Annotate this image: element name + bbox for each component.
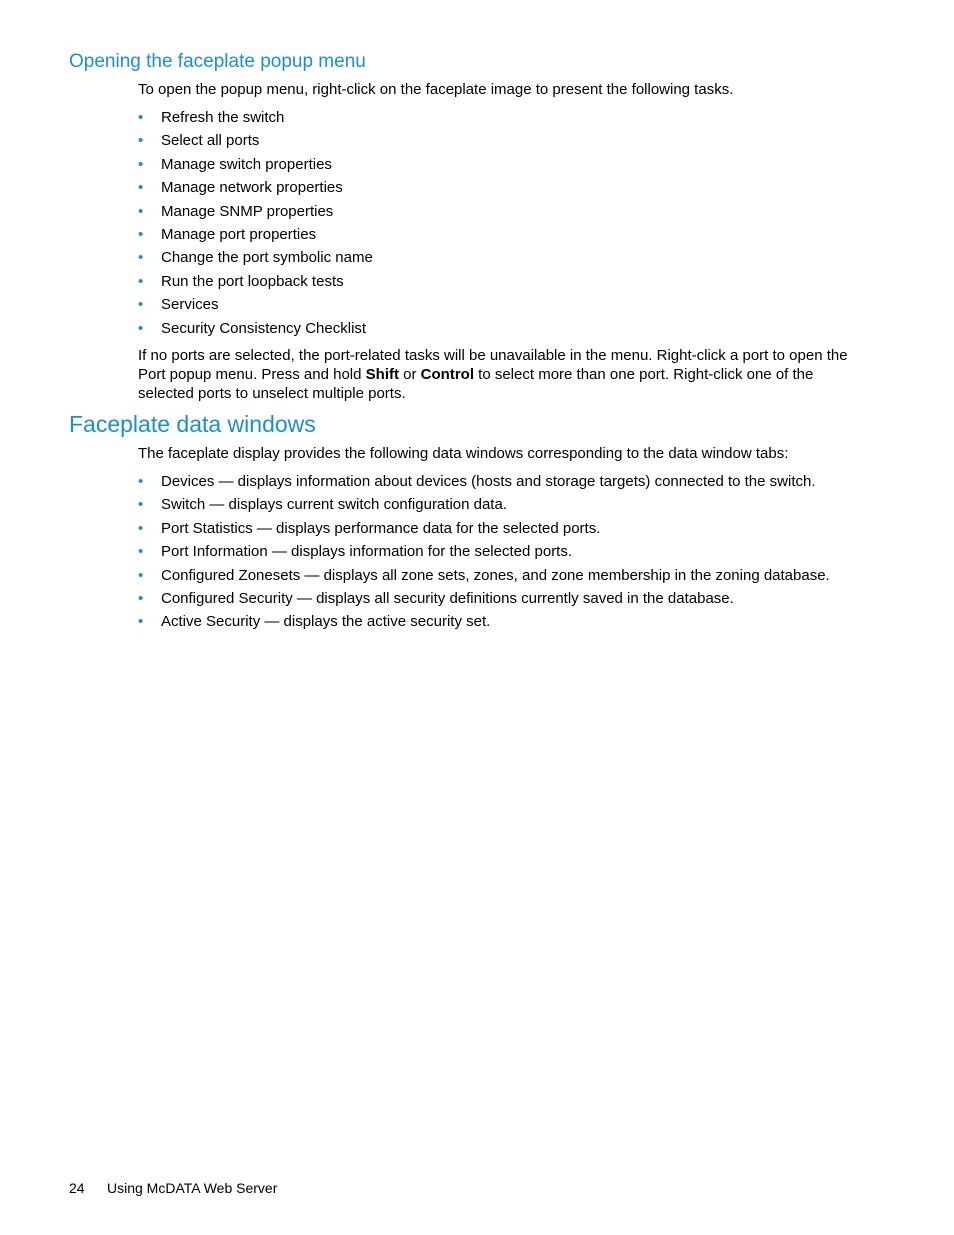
bullet-icon: • [138,319,144,337]
data-window-list [138,472,830,636]
list-item: • Run the port loopback tests [138,272,344,290]
bullet-icon: • [138,202,144,220]
list-item: • Refresh the switch [138,109,285,126]
list-item: • Change the port symbolic name [138,249,373,267]
popup-menu-intro: To open the popup menu, right-click on the faceplate image to present the following tasks. [138,81,734,98]
list-item: • Security Consistency Checklist [138,319,367,337]
bullet-icon: • [138,519,144,537]
list-item: • Port Statistics — displays performance data for the selected ports. [138,519,601,537]
bullet-icon: • [138,296,144,314]
bullet-icon: • [138,589,144,607]
port-selection-note: If no ports are selected, the port-related tasks will be unavailable in the menu. Right-click a port to open the Port popup menu. Press and hold Shift or Control to select more than one port. Right-click one of the selected ports to unselect multiple ports. [138,347,848,402]
bullet-icon: • [138,225,144,243]
list-item: • Active Security — displays the active security set. [138,613,491,631]
bullet-icon: • [138,155,144,173]
list-item: • Configured Security — displays all security definitions currently saved in the database. [138,589,734,607]
bullet-icon: • [138,496,144,514]
page-number: 24 [69,1180,85,1196]
control-key-label: Control [420,366,474,383]
section-heading-popup-menu: Opening the faceplate popup menu [69,51,366,72]
popup-menu-task-list [138,108,373,342]
bullet-icon: • [138,272,144,290]
section-heading-data-windows: Faceplate data windows [69,411,316,437]
bullet-icon: • [138,473,144,490]
shift-key-label: Shift [365,366,399,383]
list-item: • Configured Zonesets — displays all zone sets, zones, and zone membership in the zoning database. [138,566,830,584]
data-windows-intro: The faceplate display provides the following data windows corresponding to the data window tabs: [138,445,789,462]
bullet-icon: • [138,543,144,561]
list-item: • Manage SNMP properties [138,202,334,220]
bullet-icon: • [138,613,144,631]
page-footer [69,1179,277,1198]
bullet-icon: • [138,249,144,267]
footer-title: Using McDATA Web Server [107,1180,278,1196]
list-item: • Services [138,296,219,314]
bullet-icon: • [138,566,144,584]
list-item: • Switch — displays current switch configuration data. [138,496,507,514]
list-item: • Select all ports [138,132,260,150]
bullet-icon: • [138,179,144,197]
list-item: • Manage network properties [138,179,343,197]
list-item: • Manage switch properties [138,155,332,173]
bullet-icon: • [138,132,144,150]
list-item: • Manage port properties [138,225,317,243]
list-item: • Port Information — displays information for the selected ports. [138,543,573,561]
list-item: • Devices — displays information about devices (hosts and storage targets) connected to the switch. [138,473,816,490]
bullet-icon: • [138,109,144,126]
